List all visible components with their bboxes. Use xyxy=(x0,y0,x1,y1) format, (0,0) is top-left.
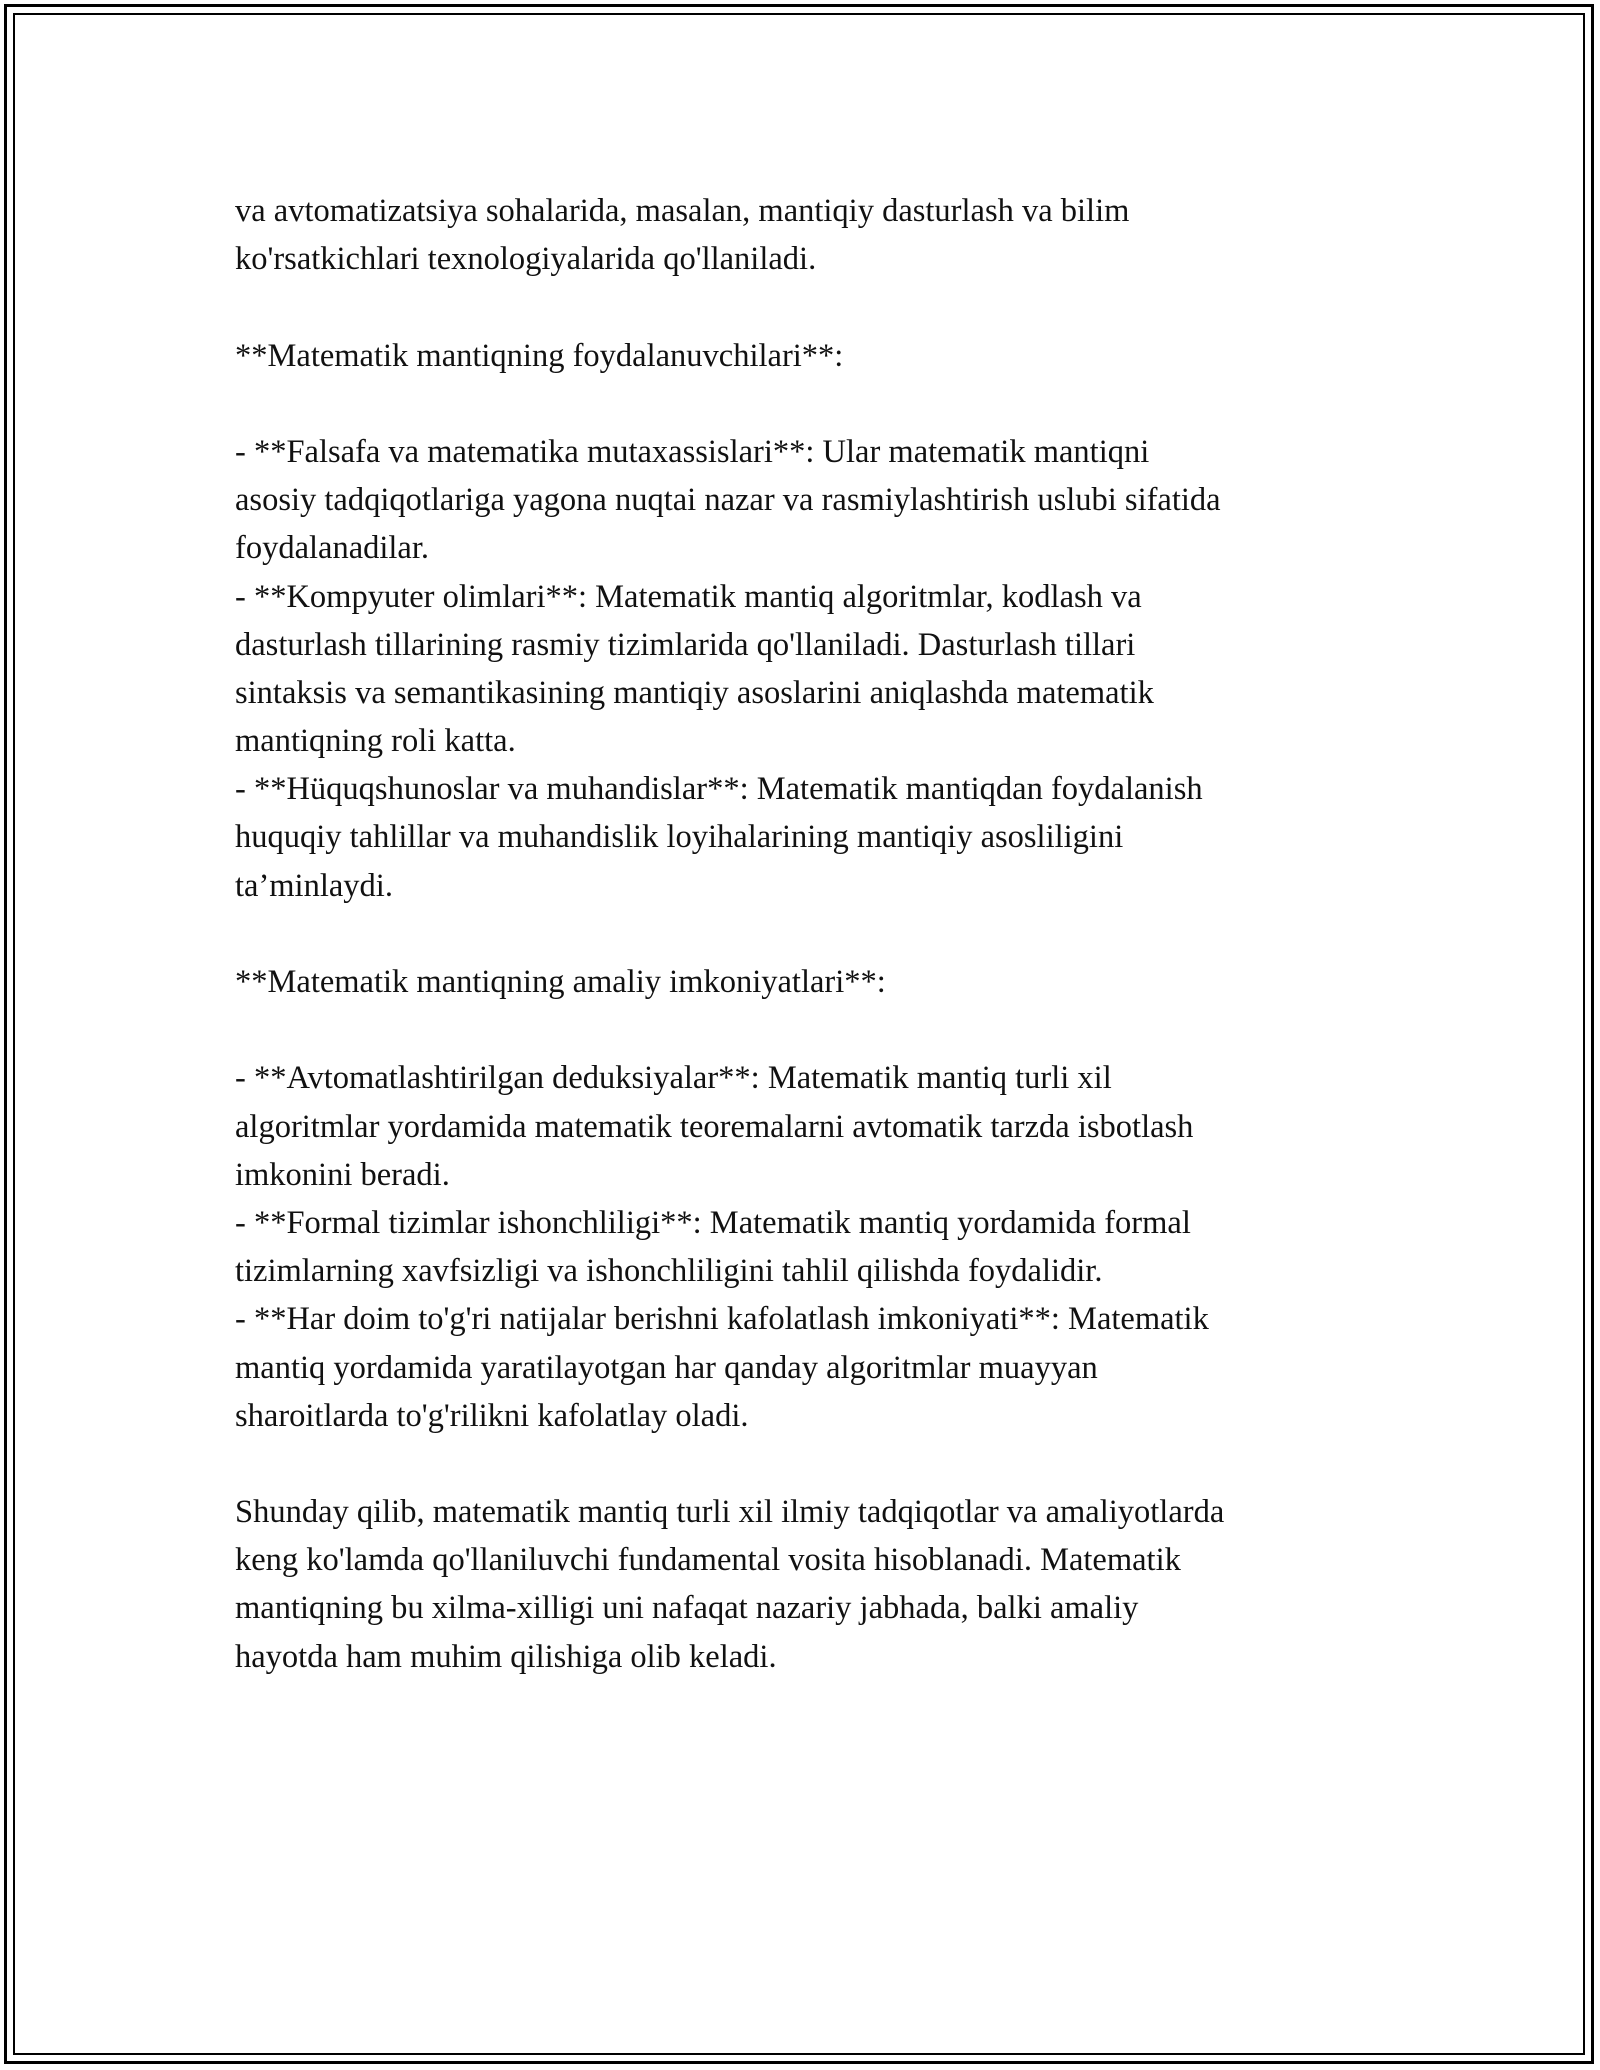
text-line: sintaksis va semantikasining mantiqiy asoslarini aniqlashda matematik xyxy=(235,674,1154,711)
list-item-line: - **Har doim to'g'ri natijalar berishni kafolatlash imkoniyati**: Matematik xyxy=(235,1301,1209,1338)
blank-line xyxy=(235,380,1375,428)
list-item-line: - **Falsafa va matematika mutaxassislari**: Ular matematik mantiqni xyxy=(235,433,1150,470)
text-line: mantiqning roli katta. xyxy=(235,723,516,760)
text-line: sharoitlarda to'g'rilikni kafolatlay oladi. xyxy=(235,1397,749,1434)
text-line: va avtomatizatsiya sohalarida, masalan, mantiqiy dasturlash va bilim xyxy=(235,193,1130,229)
list-item-line: - **Hüquqshunoslar va muhandislar**: Matematik mantiqdan foydalanish xyxy=(235,771,1203,808)
text-line: asosiy tadqiqotlariga yagona nuqtai nazar va rasmiylashtirish uslubi sifatida xyxy=(235,482,1221,519)
blank-line xyxy=(235,1440,1375,1488)
document-body xyxy=(235,187,1375,1681)
list-item-line: - **Kompyuter olimlari**: Matematik mantiq algoritmlar, kodlash va xyxy=(235,578,1142,615)
text-line: foydalanadilar. xyxy=(235,530,430,567)
text-line: ko'rsatkichlari texnologiyalarida qo'llaniladi. xyxy=(235,241,817,278)
list-item-line: - **Avtomatlashtirilgan deduksiyalar**: Matematik mantiq turli xil xyxy=(235,1060,1112,1097)
text-line: dasturlash tillarining rasmiy tizimlarida qo'llaniladi. Dasturlash tillari xyxy=(235,626,1136,663)
text-line: imkonini beradi. xyxy=(235,1156,450,1193)
text-line: mantiq yordamida yaratilayotgan har qanday algoritmlar muayyan xyxy=(235,1349,1098,1386)
text-line: keng ko'lamda qo'llaniluvchi fundamental vosita hisoblanadi. Matematik xyxy=(235,1542,1181,1579)
text-line: mantiqning bu xilma-xilligi uni nafaqat nazariy jabhada, balki amaliy xyxy=(235,1590,1139,1627)
blank-line xyxy=(235,910,1375,958)
text-line: tizimlarning xavfsizligi va ishonchliligini tahlil qilishda foydalidir. xyxy=(235,1253,1103,1290)
paragraph-line: Shunday qilib, matematik mantiq turli xil ilmiy tadqiqotlar va amaliyotlarda xyxy=(235,1494,1225,1531)
text-line: ta’minlaydi. xyxy=(235,867,393,904)
text-line: huquqiy tahlillar va muhandislik loyihalarining mantiqiy asosliligini xyxy=(235,819,1124,856)
section-heading: **Matematik mantiqning foydalanuvchilari**: xyxy=(235,337,844,374)
blank-line xyxy=(235,283,1375,331)
blank-line xyxy=(235,1006,1375,1054)
text-line: algoritmlar yordamida matematik teoremalarni avtomatik tarzda isbotlash xyxy=(235,1108,1194,1145)
text-line: hayotda ham muhim qilishiga olib keladi. xyxy=(235,1638,777,1675)
section-heading: **Matematik mantiqning amaliy imkoniyatlari**: xyxy=(235,964,886,1000)
list-item-line: - **Formal tizimlar ishonchliligi**: Matematik mantiq yordamida formal xyxy=(235,1204,1191,1241)
